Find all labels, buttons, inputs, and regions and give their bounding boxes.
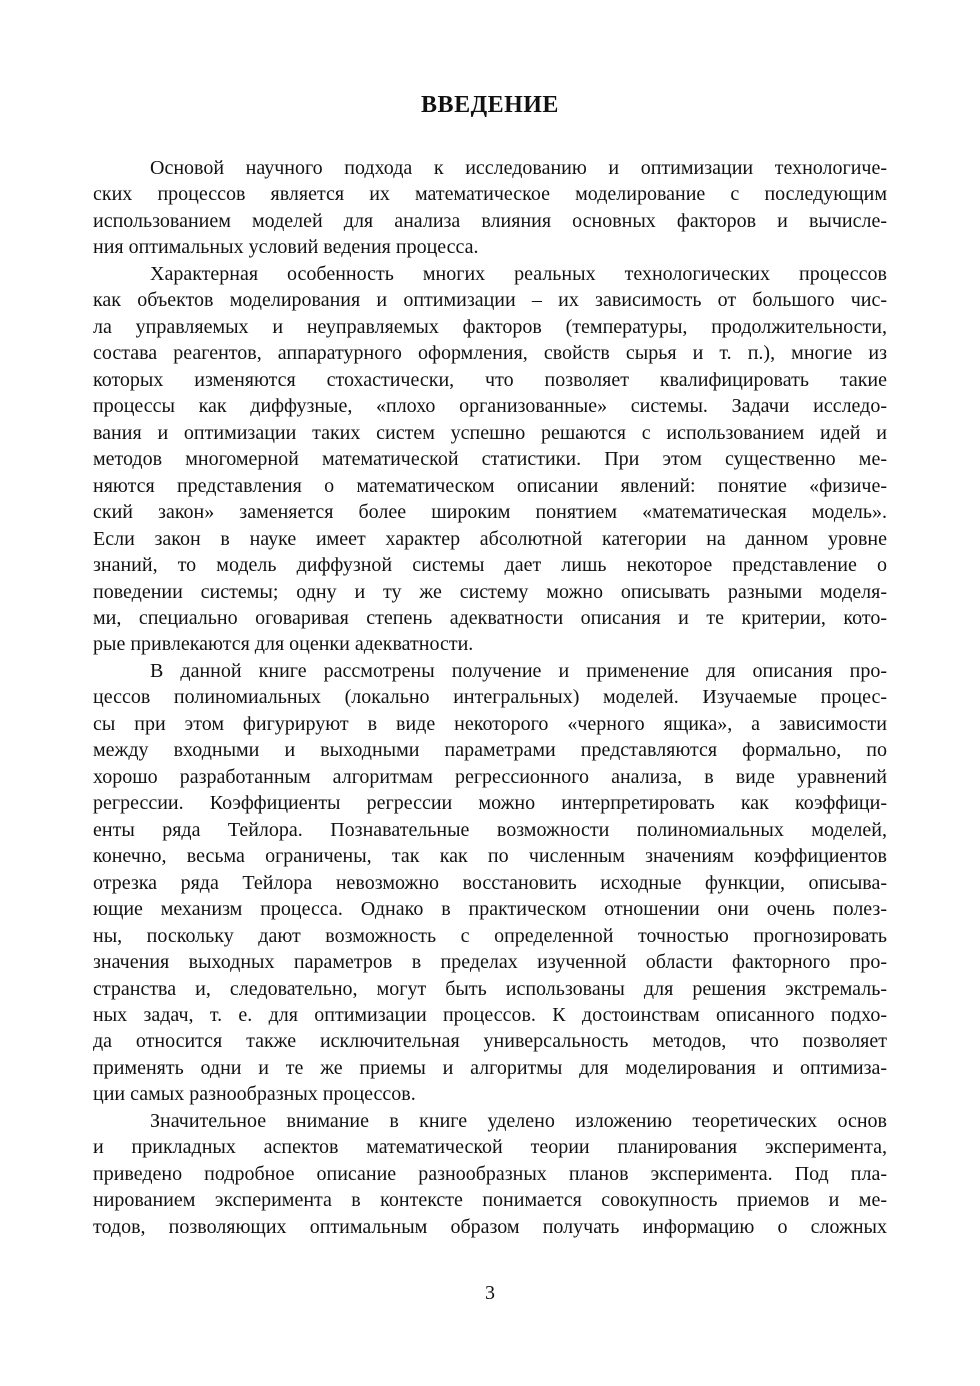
page-number: 3 (485, 1282, 495, 1304)
text-line: использованием моделей для анализа влияния основных факторов и вычисле- (93, 209, 887, 232)
text-line: и прикладных аспектов математической теории планирования эксперимента, (93, 1136, 887, 1159)
text-line: конечно, весьма ограничены, так как по численным значениям коэффициентов (93, 845, 887, 868)
text-line: ции самых разнообразных процессов. (93, 1083, 416, 1106)
text-line: как объектов моделирования и оптимизации – их зависимость от большого чис- (93, 289, 887, 312)
text-line: тодов, позволяющих оптимальным образом получать информацию о сложных (93, 1215, 887, 1238)
text-line: Значительное внимание в книге уделено изложению теоретических основ (150, 1109, 887, 1132)
text-line: регрессии. Коэффициенты регрессии можно интерпретировать как коэффици- (93, 792, 887, 815)
paragraph (93, 658, 887, 1108)
text-line: ных задач, т. е. для оптимизации процессов. К достоинствам описанного подхо- (93, 1004, 887, 1026)
text-line: цессов полиномиальных (локально интегральных) моделей. Изучаемые процес- (93, 686, 887, 709)
text-line: да относится также исключительная универсальность методов, что позволяет (93, 1030, 887, 1053)
text-line: Характерная особенность многих реальных технологических процессов (150, 262, 887, 285)
text-line: применять одни и те же приемы и алгоритмы для моделирования и оптимиза- (93, 1056, 887, 1079)
text-line: Основой научного подхода к исследованию и оптимизации технологиче- (150, 157, 887, 179)
body-text (93, 155, 887, 1240)
text-line: ла управляемых и неуправляемых факторов (температуры, продолжительности, (93, 315, 887, 338)
text-line: сы при этом фигурируют в виде некоторого «черного ящика», а зависимости (93, 712, 887, 735)
text-line: которых изменяются стохастически, что позволяет квалифицировать такие (93, 368, 887, 391)
text-line: ющие механизм процесса. Однако в практическом отношении они очень полез- (93, 898, 887, 921)
text-line: ми, специально оговаривая степень адекватности описания и те критерии, кото- (93, 606, 887, 629)
text-line: ских процессов является их математическое моделирование с последующим (93, 183, 887, 206)
text-line: состава реагентов, аппаратурного оформления, свойств сырья и т. п.), многие из (93, 342, 887, 365)
paragraph (93, 261, 887, 658)
text-line: поведении системы; одну и ту же систему можно описывать разными моделя- (93, 580, 887, 603)
text-line: нированием эксперимента в контексте понимается совокупность приемов и ме- (93, 1189, 887, 1212)
text-line: приведено подробное описание разнообразных планов эксперимента. Под пла- (93, 1162, 887, 1185)
text-line: ния оптимальных условий ведения процесса. (93, 236, 479, 259)
text-line: В данной книге рассмотрены получение и применение для описания про- (150, 659, 887, 682)
text-line: Если закон в науке имеет характер абсолютной категории на данном уровне (93, 527, 887, 550)
text-line: хорошо разработанным алгоритмам регрессионного анализа, в виде уравнений (93, 765, 887, 788)
text-line: знаний, то модель диффузной системы дает лишь некоторое представление о (93, 554, 887, 577)
paragraph (93, 155, 887, 261)
text-line: процессы как диффузные, «плохо организованные» системы. Задачи исследо- (93, 395, 887, 418)
text-line: ны, поскольку дают возможность с определенной точностью прогнозировать (93, 924, 887, 947)
text-line: енты ряда Тейлора. Познавательные возможности полиномиальных моделей, (93, 818, 887, 841)
text-line: методов многомерной математической статистики. При этом существенно ме- (93, 448, 887, 471)
page-title: ВВЕДЕНИЕ (421, 92, 559, 118)
text-line: странства и, следовательно, могут быть использованы для решения экстремаль- (93, 977, 887, 1000)
text-line: отрезка ряда Тейлора невозможно восстановить исходные функции, описыва- (93, 871, 887, 894)
text-line: вания и оптимизации таких систем успешно решаются с использованием идей и (93, 421, 887, 444)
text-line: между входными и выходными параметрами представляются формально, по (93, 739, 887, 762)
text-line: значения выходных параметров в пределах изученной области факторного про- (93, 951, 887, 974)
text-line: рые привлекаются для оценки адекватности. (93, 633, 474, 656)
paragraph (93, 1108, 887, 1240)
text-line: ский закон» заменяется более широким понятием «математическая модель». (93, 501, 887, 524)
text-line: няются представления о математическом описании явлений: понятие «физиче- (93, 474, 887, 497)
